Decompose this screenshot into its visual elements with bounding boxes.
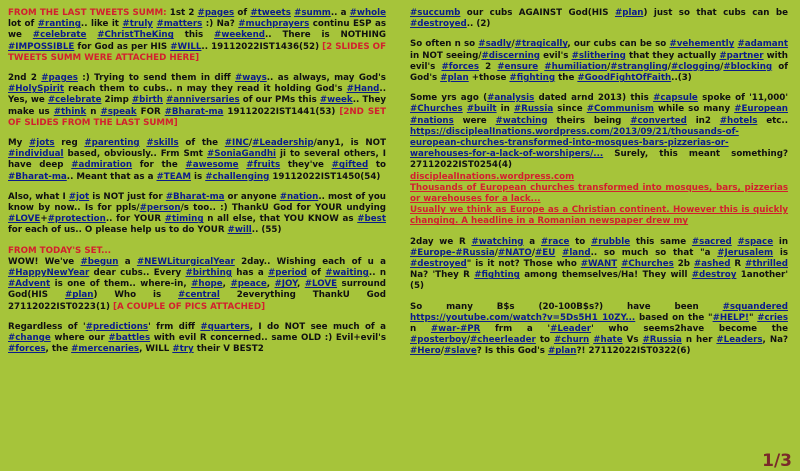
hashtag-link[interactable]: #summ bbox=[294, 8, 331, 18]
tweet-paragraph bbox=[8, 322, 386, 356]
hashtag-link[interactable]: #European bbox=[734, 104, 788, 115]
hashtag-link[interactable]: #protection bbox=[47, 214, 106, 225]
paragraph-text: 2nd 2 #pages :) Trying to send them in diff #ways.. as always, may God's #HolySpirit reach them to cubs.. n may they read it holding God's #Hand.. Yes, we #celebrate 2imp #birth #anniversaries of our PMs this #week.. They make us #think n #speak FOR #Bharat-ma 19112022IST1441(53) bbox=[8, 73, 386, 117]
hashtag-link[interactable]: #Russia bbox=[455, 247, 495, 258]
hashtag-link[interactable]: #humiliation bbox=[544, 61, 608, 72]
hashtag-link[interactable]: #plan bbox=[614, 8, 644, 18]
hashtag-link[interactable]: #try bbox=[172, 344, 194, 355]
hashtag-link[interactable]: #think bbox=[53, 106, 87, 117]
hashtag-link[interactable]: #posterboy bbox=[410, 335, 467, 346]
tweet-paragraph bbox=[410, 93, 788, 171]
hashtag-link[interactable]: #truly bbox=[122, 19, 153, 30]
hashtag-link[interactable]: #NEWLiturgicalYear bbox=[136, 256, 235, 267]
hashtag-link[interactable]: #Europe- bbox=[410, 247, 456, 258]
hashtag-link[interactable]: #whole bbox=[349, 8, 386, 18]
hashtag-link[interactable]: #individual bbox=[8, 149, 64, 160]
hashtag-link[interactable]: #waiting bbox=[325, 268, 369, 279]
hashtag-link[interactable]: #nations bbox=[410, 115, 454, 126]
hashtag-link[interactable]: #HolySpirit bbox=[8, 84, 65, 95]
hashtag-link[interactable]: #squandered bbox=[722, 301, 788, 312]
hashtag-link[interactable]: #destroyed bbox=[410, 19, 467, 30]
tweet-summary-paragraph bbox=[8, 8, 386, 64]
attachment-note: [A COUPLE OF PICS ATTACHED] bbox=[112, 301, 266, 312]
hashtag-link[interactable]: #GoodFightOfFaith bbox=[577, 73, 672, 84]
hashtag-link[interactable]: #LOVE bbox=[304, 279, 338, 290]
hashtag-link[interactable]: #war- bbox=[430, 324, 460, 335]
hashtag-link[interactable]: #succumb bbox=[410, 8, 461, 18]
hashtag-link[interactable]: #celebrate bbox=[32, 30, 87, 41]
right-column bbox=[410, 8, 788, 367]
paragraph-text: Surely, this meant something? 27112022IST0254(4) bbox=[410, 149, 788, 171]
hashtag-link[interactable]: #hotels bbox=[719, 115, 758, 126]
hashtag-link[interactable]: #Bharat-ma bbox=[164, 106, 224, 117]
hashtag-link[interactable]: #TEAM bbox=[156, 171, 192, 182]
hashtag-link[interactable]: #ChristTheKing bbox=[97, 30, 174, 41]
hashtag-link[interactable]: #tweets bbox=[250, 8, 291, 18]
hashtag-link[interactable]: #Leader bbox=[550, 324, 592, 335]
hashtag-link[interactable]: #IMPOSSIBLE bbox=[8, 41, 75, 52]
hashtag-link[interactable]: #converted bbox=[630, 115, 687, 126]
hashtag-link[interactable]: #destroy bbox=[691, 270, 737, 281]
hashtag-link[interactable]: #sacred bbox=[691, 236, 732, 247]
hashtag-link[interactable]: #ashed bbox=[693, 259, 731, 270]
hashtag-link[interactable]: #Advent bbox=[8, 279, 51, 290]
hashtag-link[interactable]: #cries bbox=[757, 312, 788, 323]
hashtag-link[interactable]: #watching bbox=[495, 115, 548, 126]
hashtag-link[interactable]: #Churches bbox=[410, 104, 463, 115]
hashtag-link[interactable]: #challenging bbox=[205, 171, 270, 182]
hashtag-link[interactable]: #jot bbox=[68, 191, 90, 202]
paragraph-text: So often n so #sadly/#tragically, our cubs can be so #vehemently #adamant in NOT seeing/#discerning evil's #slithering that they actually #partner with evil's #forces 2 #ensure #humiliation/#strangling/#clogging/#blocking of God's #plan +those #fighting the #GoodFightOfFaith..(3) bbox=[410, 39, 788, 84]
hashtag-link[interactable]: #partner bbox=[719, 50, 764, 61]
hashtag-link[interactable]: #destroyed bbox=[410, 259, 467, 270]
hashtag-link[interactable]: #HELP! bbox=[712, 312, 749, 323]
left-column bbox=[8, 8, 386, 364]
hashtag-link[interactable]: #LOVE bbox=[8, 214, 41, 225]
hashtag-link[interactable]: #built bbox=[466, 104, 497, 115]
paragraph-text: WOW! We've #begun a #NEWLiturgicalYear 2day.. Wishing each of u a #HappyNewYear dear cubs.. Every #birthing has a #period of #waiting.. n #Advent is one of them.. where-in, #hope, #peace, #JOY, #LOVE surround God(HIS #plan) Who is #central 2everything ThankU God 27112022IST0223(1) bbox=[8, 256, 387, 312]
video-link[interactable]: https://youtube.com/watch?v=5Ds5H1_10ZY... bbox=[410, 312, 636, 323]
hashtag-link[interactable]: #Russia bbox=[642, 335, 682, 346]
link-card-title[interactable]: Thousands of European churches transformed into mosques, bars, pizzerias or warehouses for a lack... bbox=[410, 182, 788, 205]
hashtag-link[interactable]: #rubble bbox=[591, 236, 631, 247]
hashtag-link[interactable]: #EU bbox=[535, 247, 556, 258]
hashtag-link[interactable]: #cheerleader bbox=[470, 335, 536, 346]
hashtag-link[interactable]: #muchprayers bbox=[238, 19, 310, 30]
tweet-paragraph bbox=[410, 39, 788, 84]
hashtag-link[interactable]: #clogging bbox=[670, 61, 721, 72]
paragraph-text: 1st 2 #pages of #tweets #summ.. a #whole lot of #ranting.. like it #truly #matters :) Na? #muchprayers continu ESP as we #celebrate #ChristTheKing this #weekend.. There is NOTHING #IMPOSSIBLE for God as per HIS #WILL.. 19112022IST1436(52) bbox=[8, 8, 387, 52]
hashtag-link[interactable]: #Leadership bbox=[252, 138, 314, 149]
paragraph-text: based on the "#HELP!" #cries n #war-#PR frm a '#Leader' who seems2have become the #posterboy/#cheerleader to #churn #hate Vs #Russia n her #Leaders, Na? #Hero/#slave? Is this God's #plan?! 27112022IST0322(6) bbox=[410, 312, 789, 357]
hashtag-link[interactable]: #week bbox=[319, 95, 353, 106]
hashtag-link[interactable]: #HappyNewYear bbox=[8, 268, 90, 279]
hashtag-link[interactable]: #fruits bbox=[246, 160, 281, 171]
hashtag-link[interactable]: #parenting bbox=[84, 138, 140, 149]
hashtag-link[interactable]: #plan bbox=[440, 73, 469, 84]
hashtag-link[interactable]: #blocking bbox=[723, 61, 773, 72]
hashtag-link[interactable]: #birthing bbox=[185, 268, 232, 279]
hashtag-link[interactable]: #hope bbox=[191, 279, 223, 290]
hashtag-link[interactable]: #gifted bbox=[331, 160, 369, 171]
hashtag-link[interactable]: #jots bbox=[29, 138, 55, 149]
section-heading: FROM TODAY'S SET... bbox=[8, 245, 112, 256]
hashtag-link[interactable]: #strangling bbox=[610, 61, 668, 72]
hashtag-link[interactable]: #birth bbox=[131, 95, 163, 106]
hashtag-link[interactable]: #Hand bbox=[346, 84, 380, 95]
tweet-paragraph bbox=[410, 8, 788, 30]
tweet-paragraph bbox=[410, 237, 788, 293]
hashtag-link[interactable]: #JOY bbox=[274, 279, 297, 290]
hashtag-link[interactable]: #sadly bbox=[478, 39, 512, 50]
hashtag-link[interactable]: #ensure bbox=[497, 61, 539, 72]
hashtag-link[interactable]: #begun bbox=[80, 256, 119, 267]
attachment-note: [2 SLIDES OF TWEETS SUMM WERE ATTACHED HERE] bbox=[8, 41, 387, 63]
paragraph-text: #succumb our cubs AGAINST God(HIS #plan) just so that cubs can be #destroyed.. (2) bbox=[410, 8, 788, 30]
hashtag-link[interactable]: #plan bbox=[547, 346, 577, 357]
hashtag-link[interactable]: #watching bbox=[471, 236, 524, 247]
hashtag-link[interactable]: #Churches bbox=[621, 259, 674, 270]
hashtag-link[interactable]: #Russia bbox=[513, 104, 554, 115]
hashtag-link[interactable]: #analysis bbox=[487, 93, 535, 104]
paragraph-text: Some yrs ago (#analysis dated arnd 2013) this #capsule spoke of '11,000' #Churches #built in #Russia since #Communism while so many #European #nations were #watching theirs being #converted in2 #hotels etc.. bbox=[410, 93, 788, 126]
hashtag-link[interactable]: #SoniaGandhi bbox=[206, 149, 277, 160]
article-link[interactable]: https://disciplealInations.wordpress.com/2013/09/21/thousands-of-european-churches-transformed-into-mosques-bars-pizzerias-or-warehouses-for-a-lack-of-worshipers/... bbox=[410, 126, 739, 160]
hashtag-link[interactable]: #battles bbox=[108, 333, 151, 344]
hashtag-link[interactable]: #INC bbox=[224, 138, 249, 149]
hashtag-link[interactable]: #period bbox=[268, 268, 307, 279]
hashtag-link[interactable]: #ranting bbox=[37, 19, 81, 30]
hashtag-link[interactable]: #speak bbox=[100, 106, 137, 117]
hashtag-link[interactable]: #pages bbox=[41, 73, 78, 84]
hashtag-link[interactable]: #nation bbox=[279, 191, 319, 202]
hashtag-link[interactable]: #forces bbox=[441, 61, 479, 72]
hashtag-link[interactable]: #pages bbox=[197, 8, 235, 18]
hashtag-link[interactable]: #Bharat-ma bbox=[8, 171, 67, 182]
hashtag-link[interactable]: #WANT bbox=[580, 259, 618, 270]
hashtag-link[interactable]: #matters bbox=[156, 19, 203, 30]
hashtag-link[interactable]: #best bbox=[357, 214, 386, 225]
paragraph-text: 2day we R #watching a #race to #rubble this same #sacred #space in #Europe-#Russia/#NATO/#EU #land.. so much so that "a #Jerusalem is #destroyed" is it not? Those who #WANT #Churches 2b #ashed R #thrilled Na? 'They R #fighting among themselves/Ha! They will #destroy 1another' (5) bbox=[410, 236, 789, 292]
hashtag-link[interactable]: #Hero bbox=[410, 346, 441, 357]
hashtag-link[interactable]: #central bbox=[178, 290, 220, 301]
hashtag-link[interactable]: #will bbox=[227, 225, 252, 236]
hashtag-link[interactable]: #Jerusalem bbox=[717, 247, 774, 258]
tweet-paragraph bbox=[8, 138, 386, 183]
attachment-note: [2ND SET OF SLIDES FROM THE LAST SUMM] bbox=[8, 106, 386, 128]
tweet-paragraph bbox=[410, 302, 788, 358]
hashtag-link[interactable]: #thrilled bbox=[745, 259, 788, 270]
hashtag-link[interactable]: #change bbox=[8, 333, 51, 344]
tweet-paragraph bbox=[8, 192, 386, 237]
hashtag-link[interactable]: #fighting bbox=[509, 73, 556, 84]
hashtag-link[interactable]: #peace bbox=[230, 279, 267, 290]
hashtag-link[interactable]: #vehemently bbox=[669, 39, 735, 50]
hashtag-link[interactable]: #admiration bbox=[71, 160, 133, 171]
hashtag-link[interactable]: #space bbox=[737, 236, 774, 247]
hashtag-link[interactable]: #tragically bbox=[514, 39, 568, 50]
hashtag-link[interactable]: #anniversaries bbox=[166, 95, 240, 106]
hashtag-link[interactable]: #PR bbox=[459, 324, 481, 335]
paragraph-text: My #jots reg #parenting #skills of the #INC/#Leadership/any1, is NOT #individual based, obviously.. Frm Smt #SoniaGandhi ji to several others, I have deep #admiration for the #awesome #fruits they've #gifted to #Bharat-ma.. Meant that as a #TEAM is #challenging 19112022IST1450(54) bbox=[8, 138, 386, 182]
hashtag-link[interactable]: #land bbox=[562, 247, 591, 258]
section-heading: FROM THE LAST TWEETS SUMM: bbox=[8, 8, 167, 18]
hashtag-link[interactable]: #skills bbox=[146, 138, 179, 149]
hashtag-link[interactable]: #ways bbox=[235, 73, 267, 84]
hashtag-link[interactable]: #Bharat-ma bbox=[165, 191, 225, 202]
link-card-domain[interactable]: disciplealInations.wordpress.com bbox=[410, 171, 575, 182]
hashtag-link[interactable]: #quarters bbox=[200, 321, 250, 332]
hashtag-link[interactable]: #person bbox=[139, 203, 181, 214]
hashtag-link[interactable]: #churn bbox=[553, 335, 590, 346]
page-number: 1/3 bbox=[762, 450, 792, 471]
hashtag-link[interactable]: #Leaders bbox=[716, 335, 763, 346]
hashtag-link[interactable]: #capsule bbox=[653, 93, 698, 104]
paragraph-text: Regardless of '#predictions' frm diff #quarters, I do NOT see much of a #change where our #battles with evil R concerned.. same OLD :) Evil+evil's #forces, the #mercenaries, WILL #try their V BEST2 bbox=[8, 321, 386, 355]
hashtag-link[interactable]: #awesome bbox=[185, 160, 239, 171]
hashtag-link[interactable]: #hate bbox=[593, 335, 623, 346]
hashtag-link[interactable]: #discerning bbox=[481, 50, 541, 61]
link-preview-card[interactable] bbox=[410, 172, 788, 228]
paragraph-text: So many B$s (20-100B$s?) have been #squandered bbox=[410, 301, 788, 312]
hashtag-link[interactable]: #celebrate bbox=[47, 95, 102, 106]
hashtag-link[interactable]: #forces bbox=[8, 344, 46, 355]
hashtag-link[interactable]: #weekend bbox=[214, 30, 265, 41]
hashtag-link[interactable]: #predictions bbox=[85, 321, 149, 332]
hashtag-link[interactable]: #slithering bbox=[571, 50, 626, 61]
hashtag-link[interactable]: #Communism bbox=[586, 104, 654, 115]
link-card-description[interactable]: Usually we think as Europe as a Christian continent. However this is quickly changing. A headline in a Romanian newspaper drew my bbox=[410, 205, 788, 227]
hashtag-link[interactable]: #mercenaries bbox=[71, 344, 140, 355]
section-heading-paragraph bbox=[8, 246, 386, 257]
hashtag-link[interactable]: #adamant bbox=[737, 39, 788, 50]
hashtag-link[interactable]: #fighting bbox=[474, 270, 520, 281]
hashtag-link[interactable]: #WILL bbox=[170, 41, 202, 52]
hashtag-link[interactable]: #timing bbox=[164, 214, 204, 225]
tweet-paragraph bbox=[8, 257, 386, 313]
hashtag-link[interactable]: #slave bbox=[443, 346, 477, 357]
tweet-paragraph bbox=[8, 73, 386, 129]
hashtag-link[interactable]: #race bbox=[540, 236, 570, 247]
hashtag-link[interactable]: #NATO bbox=[497, 247, 532, 258]
hashtag-link[interactable]: #plan bbox=[64, 290, 94, 301]
paragraph-text: Also, what I #jot is NOT just for #Bharat-ma or anyone #nation.. most of you know by now.. Is for ppls/#person/s too.. :) ThankU God for YOUR undying #LOVE+#protection.. for YOUR #timing n all else, that YOU KNOW as #best for each of us.. O please help us to do YOUR #will.. (55) bbox=[8, 191, 386, 236]
